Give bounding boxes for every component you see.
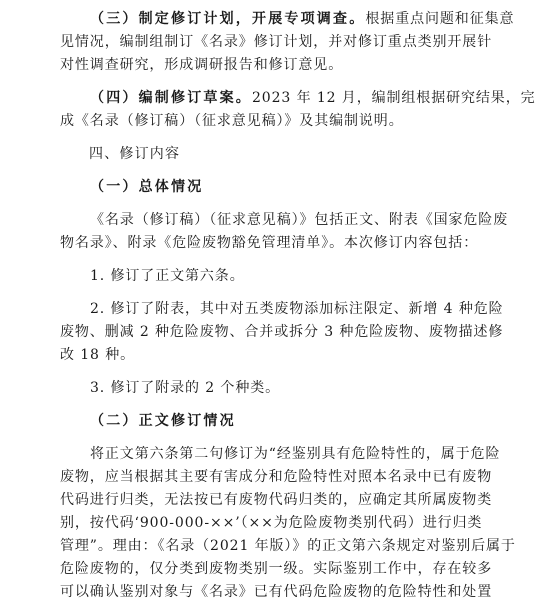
list-item-2-line-3: 改 18 种。 <box>60 347 136 363</box>
paragraph-3-heading: （三）制定修订计划，开展专项调查。 <box>90 11 366 27</box>
paragraph-4-line-2: 成《名录（修订稿）（征求意见稿）》及其编制说明。 <box>60 113 404 129</box>
list-item-2-line-2: 废物、删减 2 种危险废物、合并或拆分 3 种危险废物、废物描述修 <box>60 324 504 340</box>
subsection-2-line-6: 危险废物的，仅分类到废物类别一级。实际鉴别工作中，存在较多 <box>60 561 493 577</box>
paragraph-4-line-1 <box>60 87 536 110</box>
subsection-1-line-1: 《名录（修订稿）（征求意见稿）》包括正文、附表《国家危险废 <box>90 212 509 228</box>
subsection-1-heading: （一）总体情况 <box>90 179 204 195</box>
subsection-2-line-7: 可以确认鉴别对象与《名录》已有代码危险废物的危险特性和处置 <box>60 584 493 600</box>
subsection-2-line-4: 别，按代码‘900-000-××’（××为危险废物类别代码）进行归类 <box>60 515 483 531</box>
list-item-3: 3. 修订了附录的 2 个种类。 <box>90 380 281 396</box>
paragraph-3-line-1 <box>60 8 515 31</box>
subsection-2-line-1: 将正文第六条第二句修订为“经鉴别具有危险特性的，属于危险 <box>90 446 501 462</box>
subsection-2-line-5: 管理”。理由：《名录（2021 年版）》的正文第六条规定对鉴别后属于 <box>60 538 516 554</box>
list-item-1: 1. 修订了正文第六条。 <box>90 268 245 284</box>
paragraph-3-line-2: 见情况，编制组制订《名录》修订计划，并对修订重点类别开展针 <box>60 34 493 50</box>
paragraph-4-heading: （四）编制修订草案。 <box>90 90 252 106</box>
subsection-2-line-2: 废物，应当根据其主要有害成分和危险特性对照本名录中已有废物 <box>60 469 493 485</box>
section-title: 四、修订内容 <box>89 146 181 162</box>
subsection-2-heading: （二）正文修订情况 <box>90 413 236 429</box>
subsection-1-line-2: 物名录》、附录《危险废物豁免管理清单》。本次修订内容包括： <box>60 235 479 251</box>
paragraph-3-text: 根据重点问题和征集意 <box>365 11 515 27</box>
paragraph-3-line-3: 对性调查研究，形成调研报告和修订意见。 <box>60 57 344 73</box>
paragraph-4-text: 2023 年 12 月，编制组根据研究结果，完 <box>252 90 536 106</box>
subsection-2-line-3: 代码进行归类，无法按已有废物代码归类的，应确定其所属废物类 <box>60 492 493 508</box>
list-item-2-line-1: 2. 修订了附表，其中对五类废物添加标注限定、新增 4 种危险 <box>90 301 504 317</box>
